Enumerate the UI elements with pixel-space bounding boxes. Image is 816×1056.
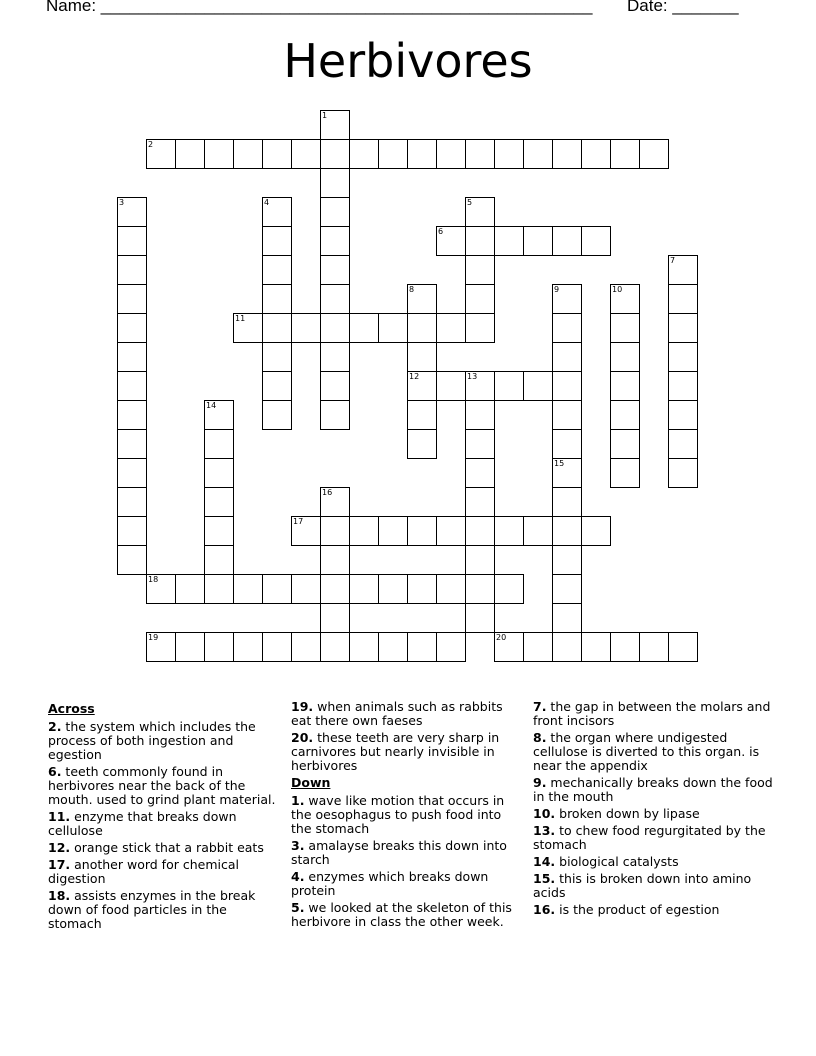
down-heading: Down [291,775,331,790]
clue-number: 9 [554,285,560,294]
clue-number: 5 [467,198,473,207]
clue-item [48,765,278,807]
grid-cell[interactable] [465,400,495,430]
grid-cell[interactable] [320,168,350,198]
grid-cell[interactable] [465,284,495,314]
clue-number: 7 [670,256,676,265]
grid-cell[interactable] [494,226,524,256]
grid-cell[interactable] [668,400,698,430]
clue-item-text: teeth commonly found in herbivores near the back of the mouth. used to grind plant material. [48,764,276,807]
grid-cell[interactable] [523,516,553,546]
grid-cell[interactable] [436,226,466,256]
grid-cell[interactable] [204,545,234,575]
grid-cell[interactable] [262,139,292,169]
grid-cell[interactable] [117,313,147,343]
grid-cell[interactable] [117,400,147,430]
grid-cell[interactable] [320,284,350,314]
clue-item-number: 8. [533,730,547,745]
clue-item-number: 14. [533,854,556,869]
grid-cell[interactable] [117,197,147,227]
grid-cell[interactable] [465,226,495,256]
clue-number: 8 [409,285,415,294]
clue-item [533,807,773,821]
grid-cell[interactable] [407,516,437,546]
grid-cell[interactable] [610,139,640,169]
clue-item [533,855,773,869]
grid-cell[interactable] [552,429,582,459]
grid-cell[interactable] [320,139,350,169]
grid-cell[interactable] [262,632,292,662]
grid-cell[interactable] [465,139,495,169]
grid-cell[interactable] [204,516,234,546]
clue-item [291,901,521,929]
grid-cell[interactable] [494,139,524,169]
clue-item-text: amalayse breaks this down into starch [291,838,507,867]
grid-cell[interactable] [320,545,350,575]
clue-item [533,872,773,900]
clue-number: 20 [496,633,507,642]
grid-cell[interactable] [291,632,321,662]
grid-cell[interactable] [407,342,437,372]
grid-cell[interactable] [610,458,640,488]
grid-cell[interactable] [291,313,321,343]
clue-item-text: broken down by lipase [555,806,700,821]
clue-item-text: these teeth are very sharp in carnivores but nearly invisible in herbivores [291,730,500,773]
grid-cell[interactable] [552,574,582,604]
clue-item-text: this is broken down into amino acids [533,871,752,900]
grid-cell[interactable] [117,371,147,401]
clue-item [48,841,278,855]
clue-item-number: 19. [291,699,314,714]
grid-cell[interactable] [552,371,582,401]
grid-cell[interactable] [668,429,698,459]
clue-item-text: assists enzymes in the break down of food particles in the stomach [48,888,256,931]
grid-cell[interactable] [291,139,321,169]
grid-cell[interactable] [581,516,611,546]
grid-cell[interactable] [233,574,263,604]
clue-item-text: mechanically breaks down the food in the mouth [533,775,773,804]
grid-cell[interactable] [146,139,176,169]
grid-cell[interactable] [552,313,582,343]
grid-cell[interactable] [523,371,553,401]
grid-cell[interactable] [552,632,582,662]
clue-item-number: 4. [291,869,305,884]
grid-cell[interactable] [378,574,408,604]
grid-cell[interactable] [146,632,176,662]
clue-item [291,731,521,773]
clue-item-text: wave like motion that occurs in the oesophagus to push food into the stomach [291,793,505,836]
clue-item-number: 16. [533,902,556,917]
grid-cell[interactable] [117,226,147,256]
grid-cell[interactable] [204,429,234,459]
clues-column-3 [533,700,773,920]
grid-cell[interactable] [233,632,263,662]
grid-cell[interactable] [291,574,321,604]
grid-cell[interactable] [320,255,350,285]
clue-item-text: orange stick that a rabbit eats [70,840,264,855]
clue-item-number: 7. [533,699,547,714]
clue-item-text: the system which includes the process of both ingestion and egestion [48,719,256,762]
grid-cell[interactable] [465,603,495,633]
clue-item-text: enzyme that breaks down cellulose [48,809,237,838]
clue-item-text: enzymes which breaks down protein [291,869,489,898]
grid-cell[interactable] [465,545,495,575]
grid-cell[interactable] [610,632,640,662]
clue-item-number: 20. [291,730,314,745]
clue-item [291,794,521,836]
clue-item [533,700,773,728]
grid-cell[interactable] [175,632,205,662]
clue-number: 4 [264,198,270,207]
grid-cell[interactable] [320,487,350,517]
grid-cell[interactable] [320,110,350,140]
clue-item [48,720,278,762]
grid-cell[interactable] [349,516,379,546]
grid-cell[interactable] [262,400,292,430]
grid-cell[interactable] [117,284,147,314]
clue-item-number: 15. [533,871,556,886]
grid-cell[interactable] [581,139,611,169]
grid-cell[interactable] [552,139,582,169]
grid-cell[interactable] [175,574,205,604]
grid-cell[interactable] [407,632,437,662]
clue-item [533,776,773,804]
clue-number: 18 [148,575,159,584]
grid-cell[interactable] [639,632,669,662]
grid-cell[interactable] [233,313,263,343]
clue-item [48,889,278,931]
grid-cell[interactable] [407,400,437,430]
grid-cell[interactable] [262,574,292,604]
grid-cell[interactable] [465,197,495,227]
across-heading: Across [48,701,95,716]
grid-cell[interactable] [465,574,495,604]
grid-cell[interactable] [610,313,640,343]
clue-item-text: biological catalysts [555,854,679,869]
clues-column-2 [291,700,521,932]
grid-cell[interactable] [204,574,234,604]
grid-cell[interactable] [465,313,495,343]
page-title: Herbivores [283,34,533,88]
grid-cell[interactable] [668,371,698,401]
grid-cell[interactable] [204,458,234,488]
grid-cell[interactable] [552,284,582,314]
grid-cell[interactable] [349,313,379,343]
grid-cell[interactable] [581,226,611,256]
grid-cell[interactable] [581,632,611,662]
clue-number: 14 [206,401,217,410]
grid-cell[interactable] [320,313,350,343]
grid-cell[interactable] [465,255,495,285]
grid-cell[interactable] [117,487,147,517]
grid-cell[interactable] [175,139,205,169]
grid-cell[interactable] [465,516,495,546]
grid-cell[interactable] [378,632,408,662]
grid-cell[interactable] [320,603,350,633]
date-field[interactable]: Date: _______ [627,0,739,15]
grid-cell[interactable] [204,400,234,430]
clue-number: 12 [409,372,420,381]
grid-cell[interactable] [523,632,553,662]
grid-cell[interactable] [291,516,321,546]
grid-cell[interactable] [320,371,350,401]
grid-cell[interactable] [320,400,350,430]
grid-cell[interactable] [465,371,495,401]
clue-number: 16 [322,488,333,497]
grid-cell[interactable] [494,574,524,604]
grid-cell[interactable] [378,313,408,343]
clue-item-number: 12. [48,840,71,855]
clue-item-number: 6. [48,764,62,779]
grid-cell[interactable] [117,255,147,285]
grid-cell[interactable] [204,632,234,662]
grid-cell[interactable] [320,226,350,256]
grid-cell[interactable] [378,139,408,169]
grid-cell[interactable] [117,516,147,546]
grid-cell[interactable] [436,139,466,169]
clue-item-number: 18. [48,888,71,903]
grid-cell[interactable] [436,371,466,401]
grid-cell[interactable] [610,429,640,459]
grid-cell[interactable] [610,284,640,314]
grid-cell[interactable] [552,226,582,256]
clue-number: 11 [235,314,246,323]
grid-cell[interactable] [407,371,437,401]
clue-item-number: 1. [291,793,305,808]
clue-item [533,731,773,773]
grid-cell[interactable] [233,139,263,169]
clue-item [533,903,773,917]
clue-item [291,839,521,867]
grid-cell[interactable] [262,284,292,314]
grid-cell[interactable] [494,632,524,662]
clue-item-text: another word for chemical digestion [48,857,239,886]
grid-cell[interactable] [204,139,234,169]
grid-cell[interactable] [494,371,524,401]
clues-column-1 [48,700,278,934]
clue-item [291,870,521,898]
grid-cell[interactable] [465,458,495,488]
grid-cell[interactable] [668,342,698,372]
grid-cell[interactable] [407,574,437,604]
clue-number: 6 [438,227,444,236]
clue-item-text: we looked at the skeleton of this herbivore in class the other week. [291,900,512,929]
grid-cell[interactable] [117,458,147,488]
grid-cell[interactable] [552,545,582,575]
grid-cell[interactable] [668,632,698,662]
grid-cell[interactable] [552,342,582,372]
grid-cell[interactable] [494,516,524,546]
grid-cell[interactable] [610,400,640,430]
grid-cell[interactable] [552,516,582,546]
clue-number: 10 [612,285,623,294]
grid-cell[interactable] [262,197,292,227]
name-field[interactable]: Name: ____________________________________________________ [46,0,593,15]
clue-item-number: 17. [48,857,71,872]
grid-cell[interactable] [146,574,176,604]
clue-item-number: 5. [291,900,305,915]
clue-number: 17 [293,517,304,526]
grid-cell[interactable] [407,313,437,343]
clue-item-number: 3. [291,838,305,853]
grid-cell[interactable] [523,226,553,256]
grid-cell[interactable] [668,284,698,314]
clue-number: 19 [148,633,159,642]
grid-cell[interactable] [117,342,147,372]
clue-item-text: is the product of egestion [555,902,720,917]
grid-cell[interactable] [668,458,698,488]
grid-cell[interactable] [436,632,466,662]
clue-item-number: 13. [533,823,556,838]
grid-cell[interactable] [436,574,466,604]
grid-cell[interactable] [407,284,437,314]
grid-cell[interactable] [320,516,350,546]
grid-cell[interactable] [407,429,437,459]
clue-number: 15 [554,459,565,468]
clue-item-number: 11. [48,809,71,824]
clue-item-number: 9. [533,775,547,790]
clue-item-text: the gap in between the molars and front incisors [533,699,771,728]
grid-cell[interactable] [639,139,669,169]
grid-cell[interactable] [320,342,350,372]
grid-cell[interactable] [465,429,495,459]
grid-cell[interactable] [668,313,698,343]
grid-cell[interactable] [610,371,640,401]
grid-cell[interactable] [262,371,292,401]
grid-cell[interactable] [262,313,292,343]
grid-cell[interactable] [349,632,379,662]
grid-cell[interactable] [204,487,234,517]
grid-cell[interactable] [320,632,350,662]
clue-number: 2 [148,140,154,149]
grid-cell[interactable] [262,342,292,372]
clue-item-text: the organ where undigested cellulose is diverted to this organ. is near the appendix [533,730,760,773]
clue-number: 13 [467,372,478,381]
clue-item [48,858,278,886]
grid-cell[interactable] [117,545,147,575]
clue-item-text: to chew food regurgitated by the stomach [533,823,766,852]
grid-cell[interactable] [262,226,292,256]
clue-item [291,700,521,728]
grid-cell[interactable] [552,458,582,488]
grid-cell[interactable] [436,313,466,343]
grid-cell[interactable] [465,487,495,517]
clue-number: 3 [119,198,125,207]
clue-item-number: 2. [48,719,62,734]
clue-number: 1 [322,111,328,120]
clue-item-text: when animals such as rabbits eat there own faeses [291,699,503,728]
grid-cell[interactable] [610,342,640,372]
grid-cell[interactable] [523,139,553,169]
grid-cell[interactable] [349,139,379,169]
grid-cell[interactable] [407,139,437,169]
grid-cell[interactable] [262,255,292,285]
clue-item-number: 10. [533,806,556,821]
grid-cell[interactable] [668,255,698,285]
grid-cell[interactable] [320,197,350,227]
grid-cell[interactable] [320,574,350,604]
grid-cell[interactable] [436,516,466,546]
grid-cell[interactable] [552,487,582,517]
clue-item [48,810,278,838]
clue-item [533,824,773,852]
grid-cell[interactable] [349,574,379,604]
grid-cell[interactable] [117,429,147,459]
grid-cell[interactable] [552,603,582,633]
grid-cell[interactable] [378,516,408,546]
grid-cell[interactable] [552,400,582,430]
